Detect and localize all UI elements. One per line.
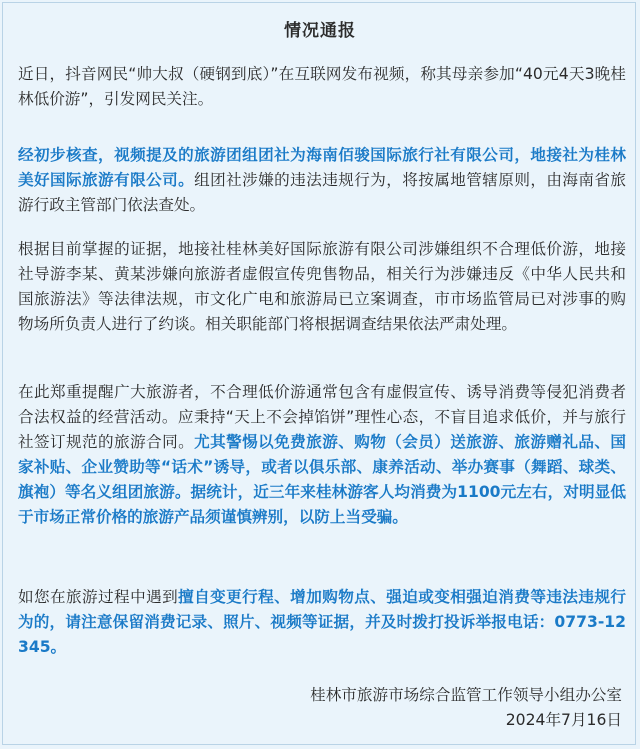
paragraph-investigation xyxy=(18,237,626,337)
signature-org: 桂林市旅游市场综合监管工作领导小组办公室 xyxy=(310,686,622,704)
verification-highlight: 经初步核查，视频提及的旅游团组团社为海南佰骏国际旅行社有限公司，地接社为桂林美好国际旅游有限公司。 xyxy=(18,146,626,189)
paragraph-verification xyxy=(18,143,626,218)
signature-date: 2024年7月16日 xyxy=(505,711,622,729)
reminder-text: 在此郑重提醒广大旅游者，不合理低价游通常包含有虚假宣传、诱导消费等侵犯消费者合法权益的经营活动。应秉持“天上不会掉馅饼”理性心态，不盲目追求低价，并与旅行社签订规范的旅游合同。 xyxy=(18,383,626,451)
reminder-highlight: 尤其警惕以免费旅游、购物（会员）送旅游、旅游赠礼品、国家补贴、企业赞助等“话术”诱导，或者以俱乐部、康养活动、举办赛事（舞蹈、球类、旗袍）等名义组团旅游。据统计，近三年来桂林游客人均消费为1100元左右，对明显低于市场正常价格的旅游产品须谨慎辨别，以防上当受骗。 xyxy=(18,433,626,526)
paragraph-intro-text: 近日，抖音网民“帅大叔（硬钢到底）”在互联网发布视频，称其母亲参加“40元4天3晚桂林低价游”，引发网民关注。 xyxy=(18,65,626,108)
complaint-highlight: 擅自变更行程、增加购物点、强迫或变相强迫消费等违法违规行为的，请注意保留消费记录、照片、视频等证据，并及时拨打投诉举报电话：0773-12345。 xyxy=(18,588,626,656)
paragraph-intro xyxy=(18,62,626,112)
investigation-text: 根据目前掌握的证据，地接社桂林美好国际旅游有限公司涉嫌组织不合理低价游，地接社导游李某、黄某涉嫌向旅游者虚假宣传兜售物品，相关行为涉嫌违反《中华人民共和国旅游法》等法律法规，市文化广电和旅游局已立案调查，市市场监管局已对涉事的购物场所负责人进行了约谈。相关职能部门将根据调查结果依法严肃处理。 xyxy=(18,240,626,333)
complaint-text: 如您在旅游过程中遇到 xyxy=(18,588,179,606)
notice-title: 情况通报 xyxy=(284,21,356,41)
paragraph-complaint xyxy=(18,585,626,660)
paragraph-reminder xyxy=(18,380,626,530)
verification-text: 组团社涉嫌的违法违规行为，将按属地管辖原则，由海南省旅游行政主管部门依法查处。 xyxy=(18,171,626,214)
